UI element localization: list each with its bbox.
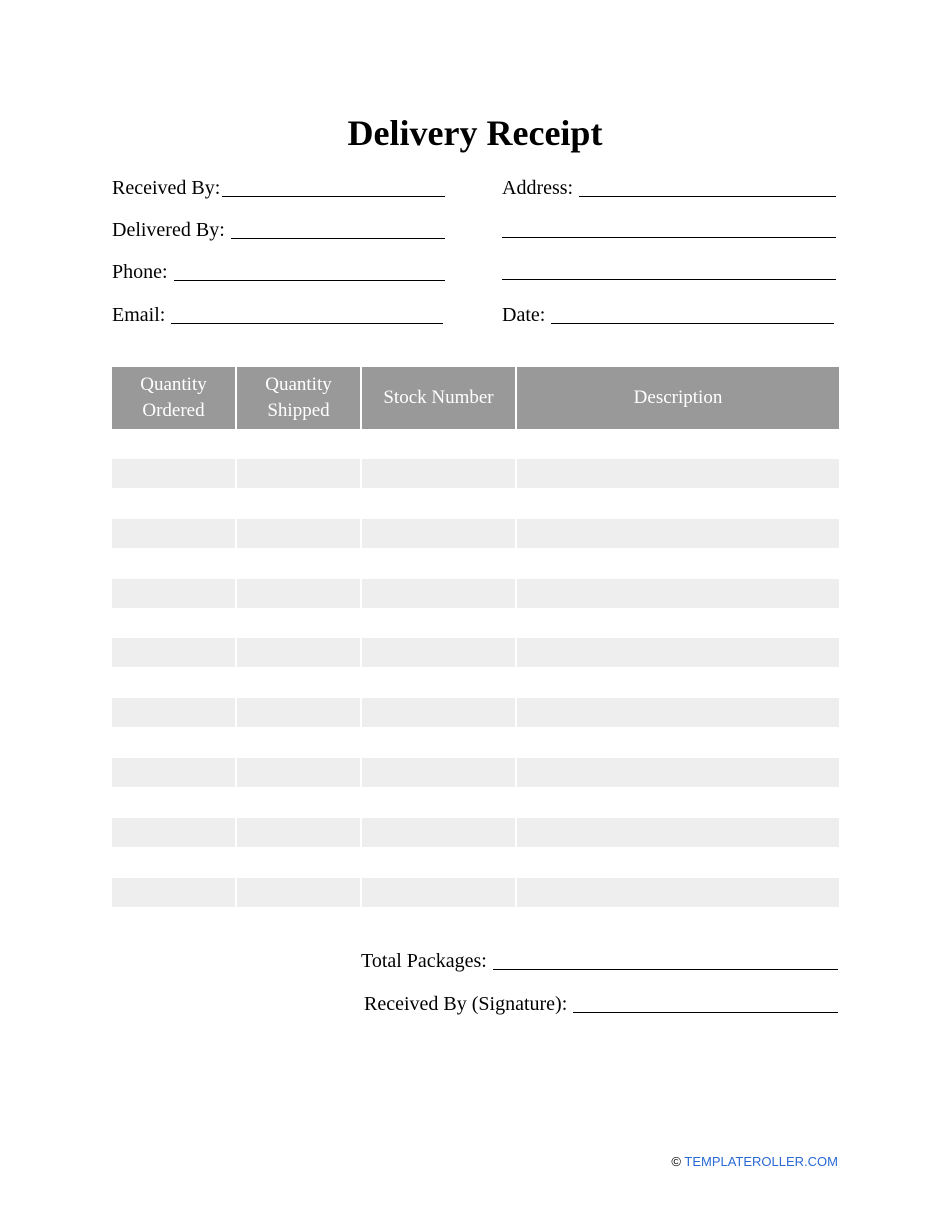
table-cell[interactable] [362, 519, 515, 548]
date-line[interactable] [551, 323, 834, 324]
header-quantity-ordered-line1: Quantity [140, 374, 207, 395]
table-row [112, 519, 839, 548]
table-cell[interactable] [237, 638, 360, 667]
table-cell[interactable] [517, 579, 839, 608]
signature-field[interactable] [364, 992, 838, 1016]
header-quantity-shipped-line2: Shipped [267, 400, 330, 421]
email-line[interactable] [171, 323, 443, 324]
table-cell[interactable] [362, 698, 515, 727]
table-cell[interactable] [237, 818, 360, 847]
email-label: Email: [112, 304, 166, 326]
signature-label: Received By (Signature): [364, 993, 568, 1015]
table-cell[interactable] [517, 519, 839, 548]
items-table [112, 367, 839, 429]
header-quantity-shipped-line1: Quantity [265, 374, 332, 395]
address-label: Address: [502, 177, 574, 199]
header-quantity-shipped [237, 367, 360, 429]
table-cell[interactable] [237, 459, 360, 488]
table-row [112, 459, 839, 488]
copyright-symbol: © [671, 1154, 681, 1169]
address-field[interactable] [502, 176, 836, 200]
delivered-by-field[interactable] [112, 218, 445, 242]
phone-field[interactable] [112, 260, 445, 284]
delivered-by-label: Delivered By: [112, 219, 225, 241]
address-line-3[interactable] [502, 279, 836, 280]
table-cell[interactable] [362, 459, 515, 488]
table-cell[interactable] [112, 758, 235, 787]
table-cell[interactable] [362, 878, 515, 907]
table-cell[interactable] [112, 519, 235, 548]
header-stock-number-label: Stock Number [383, 387, 494, 408]
table-cell[interactable] [517, 878, 839, 907]
table-cell[interactable] [237, 519, 360, 548]
table-row [112, 878, 839, 907]
table-row [112, 818, 839, 847]
address-line-2[interactable] [502, 237, 836, 238]
total-packages-line[interactable] [493, 969, 838, 970]
table-cell[interactable] [112, 638, 235, 667]
header-stock-number [362, 367, 515, 429]
header-quantity-ordered-line2: Ordered [142, 400, 205, 421]
table-cell[interactable] [517, 818, 839, 847]
phone-line[interactable] [174, 280, 445, 281]
received-by-line[interactable] [222, 196, 445, 197]
copyright-notice [671, 1154, 838, 1170]
table-cell[interactable] [362, 579, 515, 608]
total-packages-label: Total Packages: [361, 950, 487, 972]
signature-line[interactable] [573, 1012, 838, 1013]
table-header [112, 367, 839, 429]
table-cell[interactable] [362, 758, 515, 787]
received-by-field[interactable] [112, 176, 445, 200]
table-cell[interactable] [237, 758, 360, 787]
table-row [112, 579, 839, 608]
table-cell[interactable] [362, 818, 515, 847]
table-cell[interactable] [237, 698, 360, 727]
templateroller-link[interactable]: TEMPLATEROLLER.COM [684, 1154, 838, 1169]
table-cell[interactable] [112, 878, 235, 907]
table-cell[interactable] [517, 698, 839, 727]
header-description [517, 367, 839, 429]
table-cell[interactable] [112, 459, 235, 488]
header-quantity-ordered [112, 367, 235, 429]
table-cell[interactable] [112, 698, 235, 727]
email-field[interactable] [112, 303, 443, 327]
delivered-by-line[interactable] [231, 238, 445, 239]
table-cell[interactable] [237, 579, 360, 608]
table-row [112, 638, 839, 667]
document-title: Delivery Receipt [347, 113, 603, 153]
total-packages-field[interactable] [361, 949, 838, 973]
header-description-label: Description [633, 387, 723, 408]
table-cell[interactable] [517, 758, 839, 787]
table-cell[interactable] [517, 459, 839, 488]
date-label: Date: [502, 304, 546, 326]
address-line[interactable] [579, 196, 836, 197]
table-row [112, 698, 839, 727]
table-cell[interactable] [112, 579, 235, 608]
received-by-label: Received By: [112, 177, 221, 199]
table-cell[interactable] [112, 818, 235, 847]
table-cell[interactable] [237, 878, 360, 907]
table-cell[interactable] [517, 638, 839, 667]
date-field[interactable] [502, 303, 834, 327]
table-cell[interactable] [362, 638, 515, 667]
table-row [112, 758, 839, 787]
phone-label: Phone: [112, 261, 168, 283]
